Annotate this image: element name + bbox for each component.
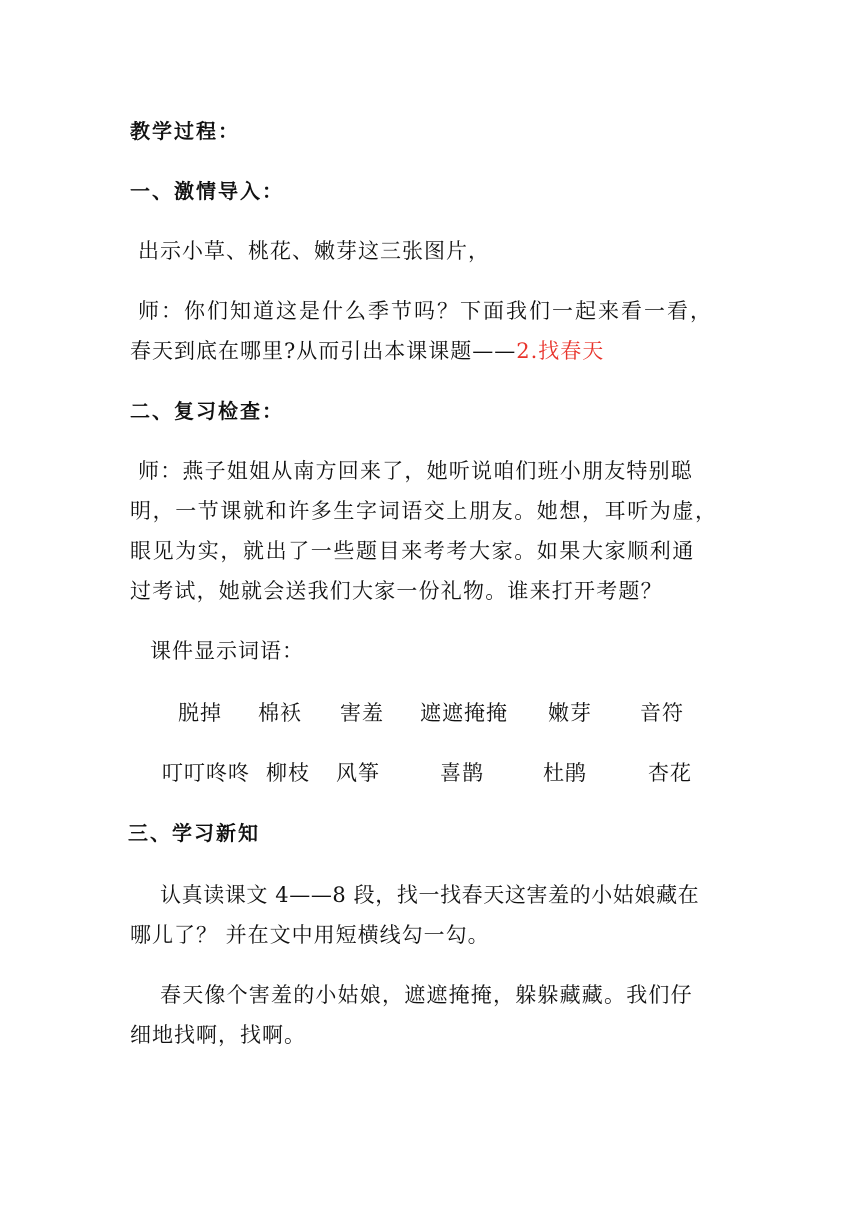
vocab-word: 遮遮掩掩 — [420, 701, 508, 725]
section2-para-line: 眼见为实，就出了一些题目来考考大家。如果大家顺利通 — [130, 539, 695, 563]
section2-para-line: 师：燕子姐姐从南方回来了，她听说咱们班小朋友特别聪 — [138, 459, 693, 483]
vocab-word: 音符 — [640, 701, 684, 725]
vocab-word: 风筝 — [336, 761, 380, 785]
section3-para2-line: 春天像个害羞的小姑娘，遮遮掩掩，躲躲藏藏。我们仔 — [160, 983, 693, 1007]
vocab-word: 棉袄 — [258, 701, 302, 725]
section2-para-line: 明，一节课就和许多生字词语交上朋友。她想，耳听为虚， — [130, 499, 718, 523]
vocab-word: 叮叮咚咚 — [162, 761, 250, 785]
section2-title: 二、复习检查： — [130, 399, 284, 423]
lesson-title-highlight: 2.找春天 — [516, 339, 605, 363]
section2-para-line: 过考试，她就会送我们大家一份礼物。谁来打开考题？ — [130, 579, 663, 603]
section3-title: 三、学习新知 — [128, 821, 260, 845]
section1-line3 — [130, 336, 604, 366]
vocab-word: 脱掉 — [178, 701, 222, 725]
vocab-word: 喜鹊 — [440, 761, 484, 785]
page-heading: 教学过程： — [130, 119, 240, 143]
courseware-label: 课件显示词语： — [150, 639, 304, 663]
section1-line1: 出示小草、桃花、嫩芽这三张图片， — [138, 239, 490, 263]
vocab-word: 害羞 — [340, 701, 384, 725]
section1-title: 一、激情导入： — [130, 179, 284, 203]
section3-para1-line: 认真读课文 4——8 段，找一找春天这害羞的小姑娘藏在 — [160, 883, 700, 907]
section1-line3-prefix: 春天到底在哪里?从而引出本课课题—— — [130, 339, 517, 363]
vocab-word: 杏花 — [648, 761, 692, 785]
vocab-word: 杜鹃 — [543, 761, 587, 785]
section3-para2-line: 细地找啊，找啊。 — [130, 1023, 306, 1047]
section3-para1-line: 哪儿了？ 并在文中用短横线勾一勾。 — [130, 923, 490, 947]
vocab-word: 嫩芽 — [548, 701, 592, 725]
vocab-word: 柳枝 — [266, 761, 310, 785]
section1-line2: 师：你们知道这是什么季节吗？下面我们一起来看一看， — [138, 299, 713, 323]
